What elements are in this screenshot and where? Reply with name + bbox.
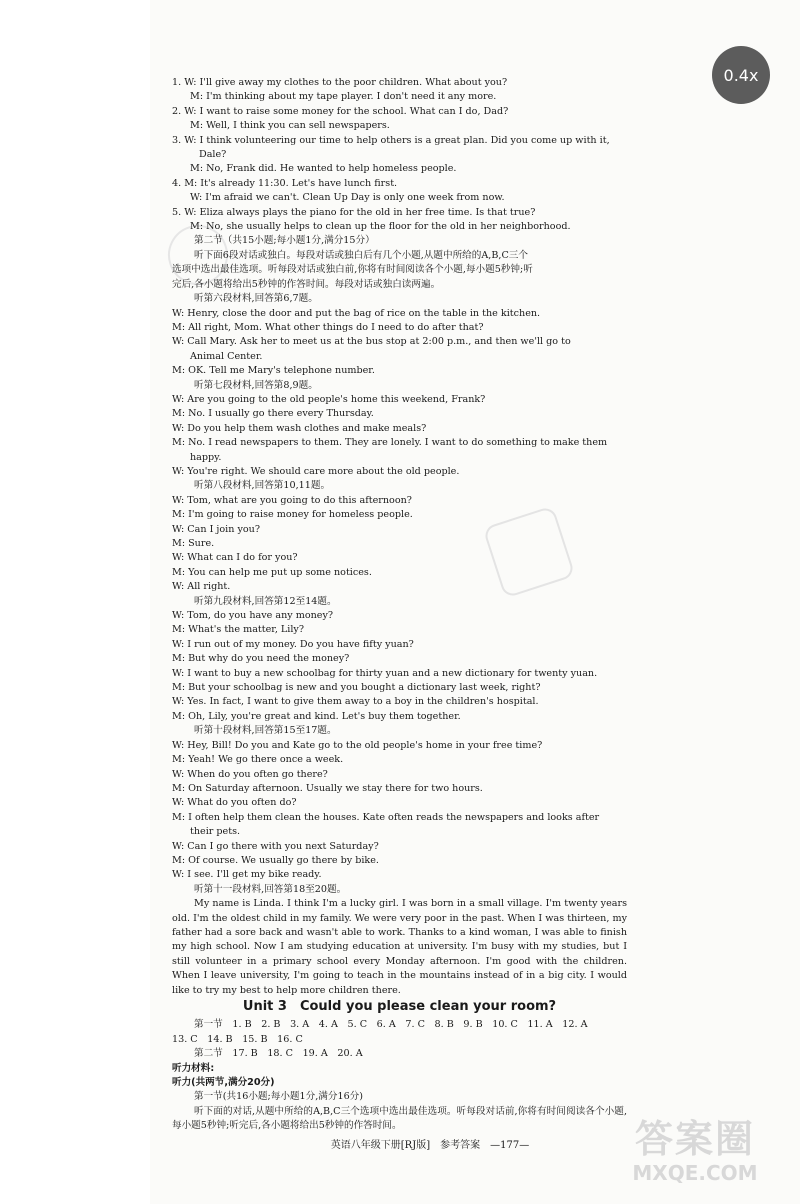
text-line: W: Tom, do you have any money? [172,610,334,622]
material-header: 听第十段材料,回答第15至17题。 [194,725,337,737]
text-line: M: Yeah! We go there once a week. [172,754,344,766]
answer-line: 13. C 14. B 15. B 16. C [172,1033,303,1045]
text-line: M: OK. Tell me Mary's telephone number. [172,365,375,377]
material-header: 听第十一段材料,回答第18至20题。 [194,883,347,895]
material-header: 听第八段材料,回答第10,11题。 [194,480,331,492]
instruction-line: 完后,各小题将给出5秒钟的作答时间。每段对话或独白读两遍。 [172,278,441,290]
text-line: W: Yes. In fact, I want to give them away to a boy in the children's hospital. [172,696,539,708]
text-line: M: You can help me put up some notices. [172,566,372,578]
text-line: M: But your schoolbag is new and you bought a dictionary last week, right? [172,682,541,694]
listening-material-label: 听力材料: [172,1062,215,1074]
text-line: 1. W: I'll give away my clothes to the poor children. What about you? [172,77,508,88]
text-line: 4. M: It's already 11:30. Let's have lunch first. [172,177,398,189]
section-header: 第一节(共16小题;每小题1分,满分16分) [194,1091,364,1103]
text-line: Animal Center. [190,350,263,362]
text-line: 3. W: I think volunteering our time to help others is a great plan. Did you come up with it, [172,134,610,146]
text-line: their pets. [190,826,241,838]
text-line: M: No. I read newspapers to them. They are lonely. I want to do something to make them [172,437,608,449]
text-line: W: I'm afraid we can't. Clean Up Day is only one week from now. [190,192,505,204]
text-line: W: All right. [172,581,231,593]
text-line: M: No. I usually go there every Thursday. [172,408,374,420]
text-line: W: Can I go there with you next Saturday? [172,840,379,852]
page-footer: 英语八年级下册[RJ版] 参考答案 —177— [330,1140,530,1151]
text-line: W: What can I do for you? [172,552,298,564]
text-line: W: I see. I'll get my bike ready. [172,869,322,881]
zoom-level-badge[interactable]: 0.4x [712,46,770,104]
unit-title: Unit 3 Could you please clean your room? [242,999,557,1014]
text-line: M: Of course. We usually go there by bike. [172,854,379,866]
material-header: 听第七段材料,回答第8,9题。 [194,379,318,391]
watermark-url: MXQE.COM [632,1161,758,1185]
text-line: W: Tom, what are you going to do this afternoon? [172,494,412,506]
instruction-paragraph: 听下面的对话,从题中所给的A,B,C三个选项中选出最佳选项。听每段对话前,你将有时间阅读各个小题,每小题5秒钟;听完后,各小题将给出5秒钟的作答时间。 [172,1105,627,1132]
answer-line: 第一节 1. B 2. B 3. A 4. A 5. C 6. A 7. C 8. B 9. B 10. C 11. A 12. A [194,1019,588,1031]
text-line: 5. W: Eliza always plays the piano for the old in her free time. Is that true? [172,206,536,218]
material-header: 听第六段材料,回答第6,7题。 [194,293,318,305]
text-line: W: When do you often go there? [172,768,328,780]
instruction-line: 选项中选出最佳选项。听每段对话或独白前,你将有时间阅读各个小题,每小题5秒钟;听 [172,264,533,276]
text-line: Dale? [199,149,227,161]
text-line: 2. W: I want to raise some money for the school. What can I do, Dad? [172,105,509,117]
text-line: M: On Saturday afternoon. Usually we stay there for two hours. [172,782,483,794]
text-line: W: You're right. We should care more about the old people. [172,465,460,477]
text-line: M: Well, I think you can sell newspapers. [190,120,390,132]
text-line: M: Sure. [172,538,215,549]
text-line: M: But why do you need the money? [172,653,350,665]
text-line: W: Henry, close the door and put the bag of rice on the table in the kitchen. [172,307,541,319]
text-line: W: I run out of my money. Do you have fifty yuan? [172,638,414,650]
answer-key-content [172,76,627,1134]
text-line: W: Are you going to the old people's home this weekend, Frank? [172,393,486,405]
text-line: W: What do you often do? [172,797,297,809]
text-line: W: I want to buy a new schoolbag for thirty yuan and a new dictionary for twenty yuan. [172,667,598,679]
text-line: M: What's the matter, Lily? [172,624,304,636]
text-line: M: No, Frank did. He wanted to help homeless people. [190,163,457,175]
text-line: W: Hey, Bill! Do you and Kate go to the old people's home in your free time? [172,739,543,751]
passage-text: My name is Linda. I think I'm a lucky girl. I was born in a small village. I'm twenty years old. I'm the oldest child in my family. We were very poor in the past. When I was thirteen, my father had a sore back and wasn't able to work. Thanks to a kind woman, I was able to finish my high school. Now I am studying education at university. I'm busy with my studies, but I still volunteer in a primary school every Monday afternoon. I'm good with the children. When I leave university, I'm going to teach in the mountains instead of in a big city. I would like to try my best to help more children there. [172,898,627,996]
instruction-line: 听下面6段对话或独白。每段对话或独白后有几个小题,从题中所给的A,B,C三个 [194,249,528,261]
answer-line: 第二节 17. B 18. C 19. A 20. A [194,1048,363,1060]
listening-section-label: 听力(共两节,满分20分) [172,1077,275,1089]
text-line: happy. [190,451,222,463]
text-line: M: I often help them clean the houses. Kate often reads the newspapers and looks after [172,811,600,823]
text-line: W: Call Mary. Ask her to meet us at the bus stop at 2:00 p.m., and then we'll go to [172,336,571,348]
text-line: M: All right, Mom. What other things do I need to do after that? [172,321,484,333]
text-line: W: Do you help them wash clothes and make meals? [172,422,427,434]
text-line: M: No, she usually helps to clean up the floor for the old in her neighborhood. [190,221,571,233]
text-line: M: Oh, Lily, you're great and kind. Let's buy them together. [172,710,461,722]
section-header: 第二节（共15小题;每小题1分,满分15分） [194,235,375,247]
text-line: M: I'm going to raise money for homeless people. [172,509,413,521]
material-header: 听第九段材料,回答第12至14题。 [194,595,337,607]
text-line: M: I'm thinking about my tape player. I don't need it any more. [190,91,497,103]
watermark-logo: 答案圈 [634,1117,755,1161]
site-watermark [600,1116,790,1196]
text-line: W: Can I join you? [172,523,261,535]
